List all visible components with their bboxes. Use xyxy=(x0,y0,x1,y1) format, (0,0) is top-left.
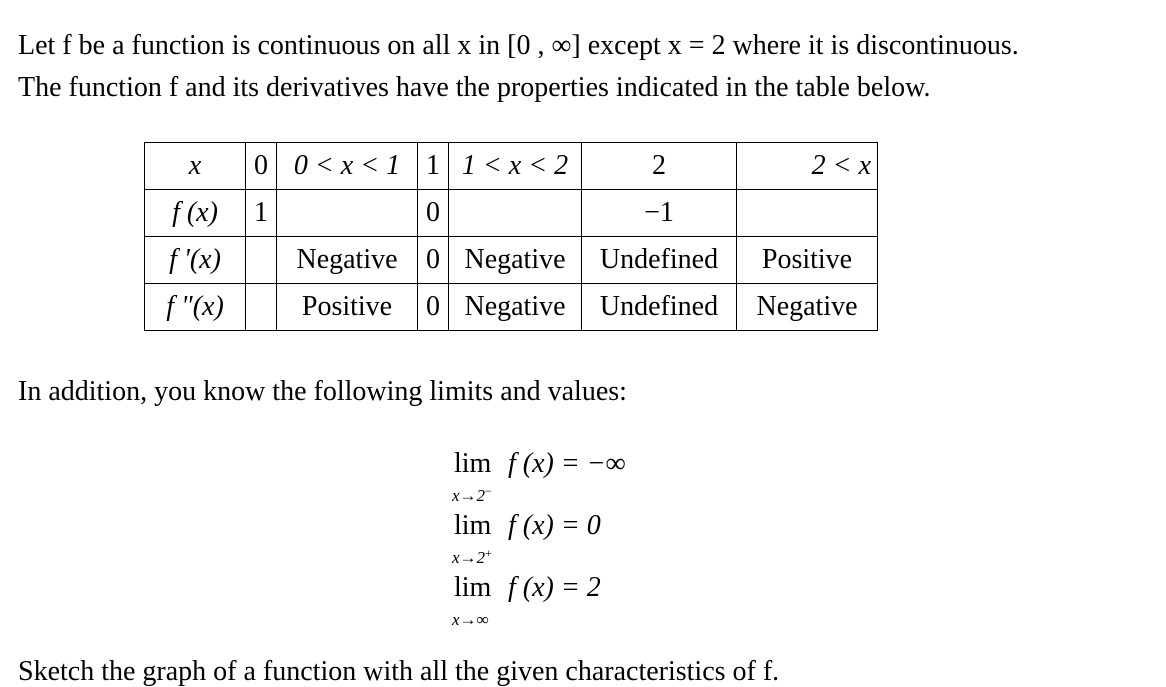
table-cell xyxy=(246,237,277,284)
table-cell: 2 < x xyxy=(737,143,878,190)
addition-text: In addition, you know the following limits and values: xyxy=(18,376,627,407)
table-cell: Positive xyxy=(277,284,418,331)
lim-value: f (x) = −∞ xyxy=(508,448,626,479)
table-cell: Negative xyxy=(449,237,582,284)
table-cell: −1 xyxy=(582,190,737,237)
lim-approach: x→∞ xyxy=(452,610,489,629)
table-cell: 0 xyxy=(418,237,449,284)
table-cell: 2 xyxy=(582,143,737,190)
table-cell: 0 < x < 1 xyxy=(277,143,418,190)
table-cell xyxy=(246,284,277,331)
limit-expression xyxy=(452,450,712,510)
table-cell: Positive xyxy=(737,237,878,284)
lim-subscript xyxy=(452,545,492,566)
table-cell: 1 xyxy=(246,190,277,237)
lim-word: lim xyxy=(454,510,492,541)
lim-value: f (x) = 0 xyxy=(508,510,601,541)
closing-text: Sketch the graph of a function with all the given characteristics of f. xyxy=(18,656,780,687)
limit-expression xyxy=(452,574,712,634)
table-cell xyxy=(737,190,878,237)
table-row-label: f (x) xyxy=(145,190,246,237)
lim-side: − xyxy=(485,484,492,498)
table-header-row xyxy=(145,143,878,190)
table-cell: 1 < x < 2 xyxy=(449,143,582,190)
table-cell: Undefined xyxy=(582,284,737,331)
table-cell: Negative xyxy=(277,237,418,284)
table-row-label: f "(x) xyxy=(145,284,246,331)
limit-expression xyxy=(452,512,712,572)
intro-line-2: The function f and its derivatives have the properties indicated in the table below. xyxy=(18,72,931,103)
table-cell: x xyxy=(145,143,246,190)
lim-subscript xyxy=(452,607,489,628)
table-cell: Negative xyxy=(449,284,582,331)
lim-word: lim xyxy=(454,448,492,479)
intro-line-1: Let f be a function is continuous on all x in [0 , ∞] except x = 2 where it is discontinuous. xyxy=(18,30,1019,61)
table-cell: Undefined xyxy=(582,237,737,284)
table-row xyxy=(145,237,878,284)
properties-table xyxy=(144,142,878,331)
lim-subscript xyxy=(452,483,492,504)
table-row xyxy=(145,190,878,237)
table-cell: 0 xyxy=(418,284,449,331)
table-cell xyxy=(277,190,418,237)
lim-approach: x→2 xyxy=(452,548,486,567)
lim-word: lim xyxy=(454,572,492,603)
lim-approach: x→2 xyxy=(452,486,486,505)
table-cell: 0 xyxy=(246,143,277,190)
table-row xyxy=(145,284,878,331)
table-cell: 0 xyxy=(418,190,449,237)
lim-value: f (x) = 2 xyxy=(508,572,601,603)
table-cell xyxy=(449,190,582,237)
table-row-label: f '(x) xyxy=(145,237,246,284)
lim-side: + xyxy=(485,546,492,560)
table-cell: Negative xyxy=(737,284,878,331)
table-cell: 1 xyxy=(418,143,449,190)
